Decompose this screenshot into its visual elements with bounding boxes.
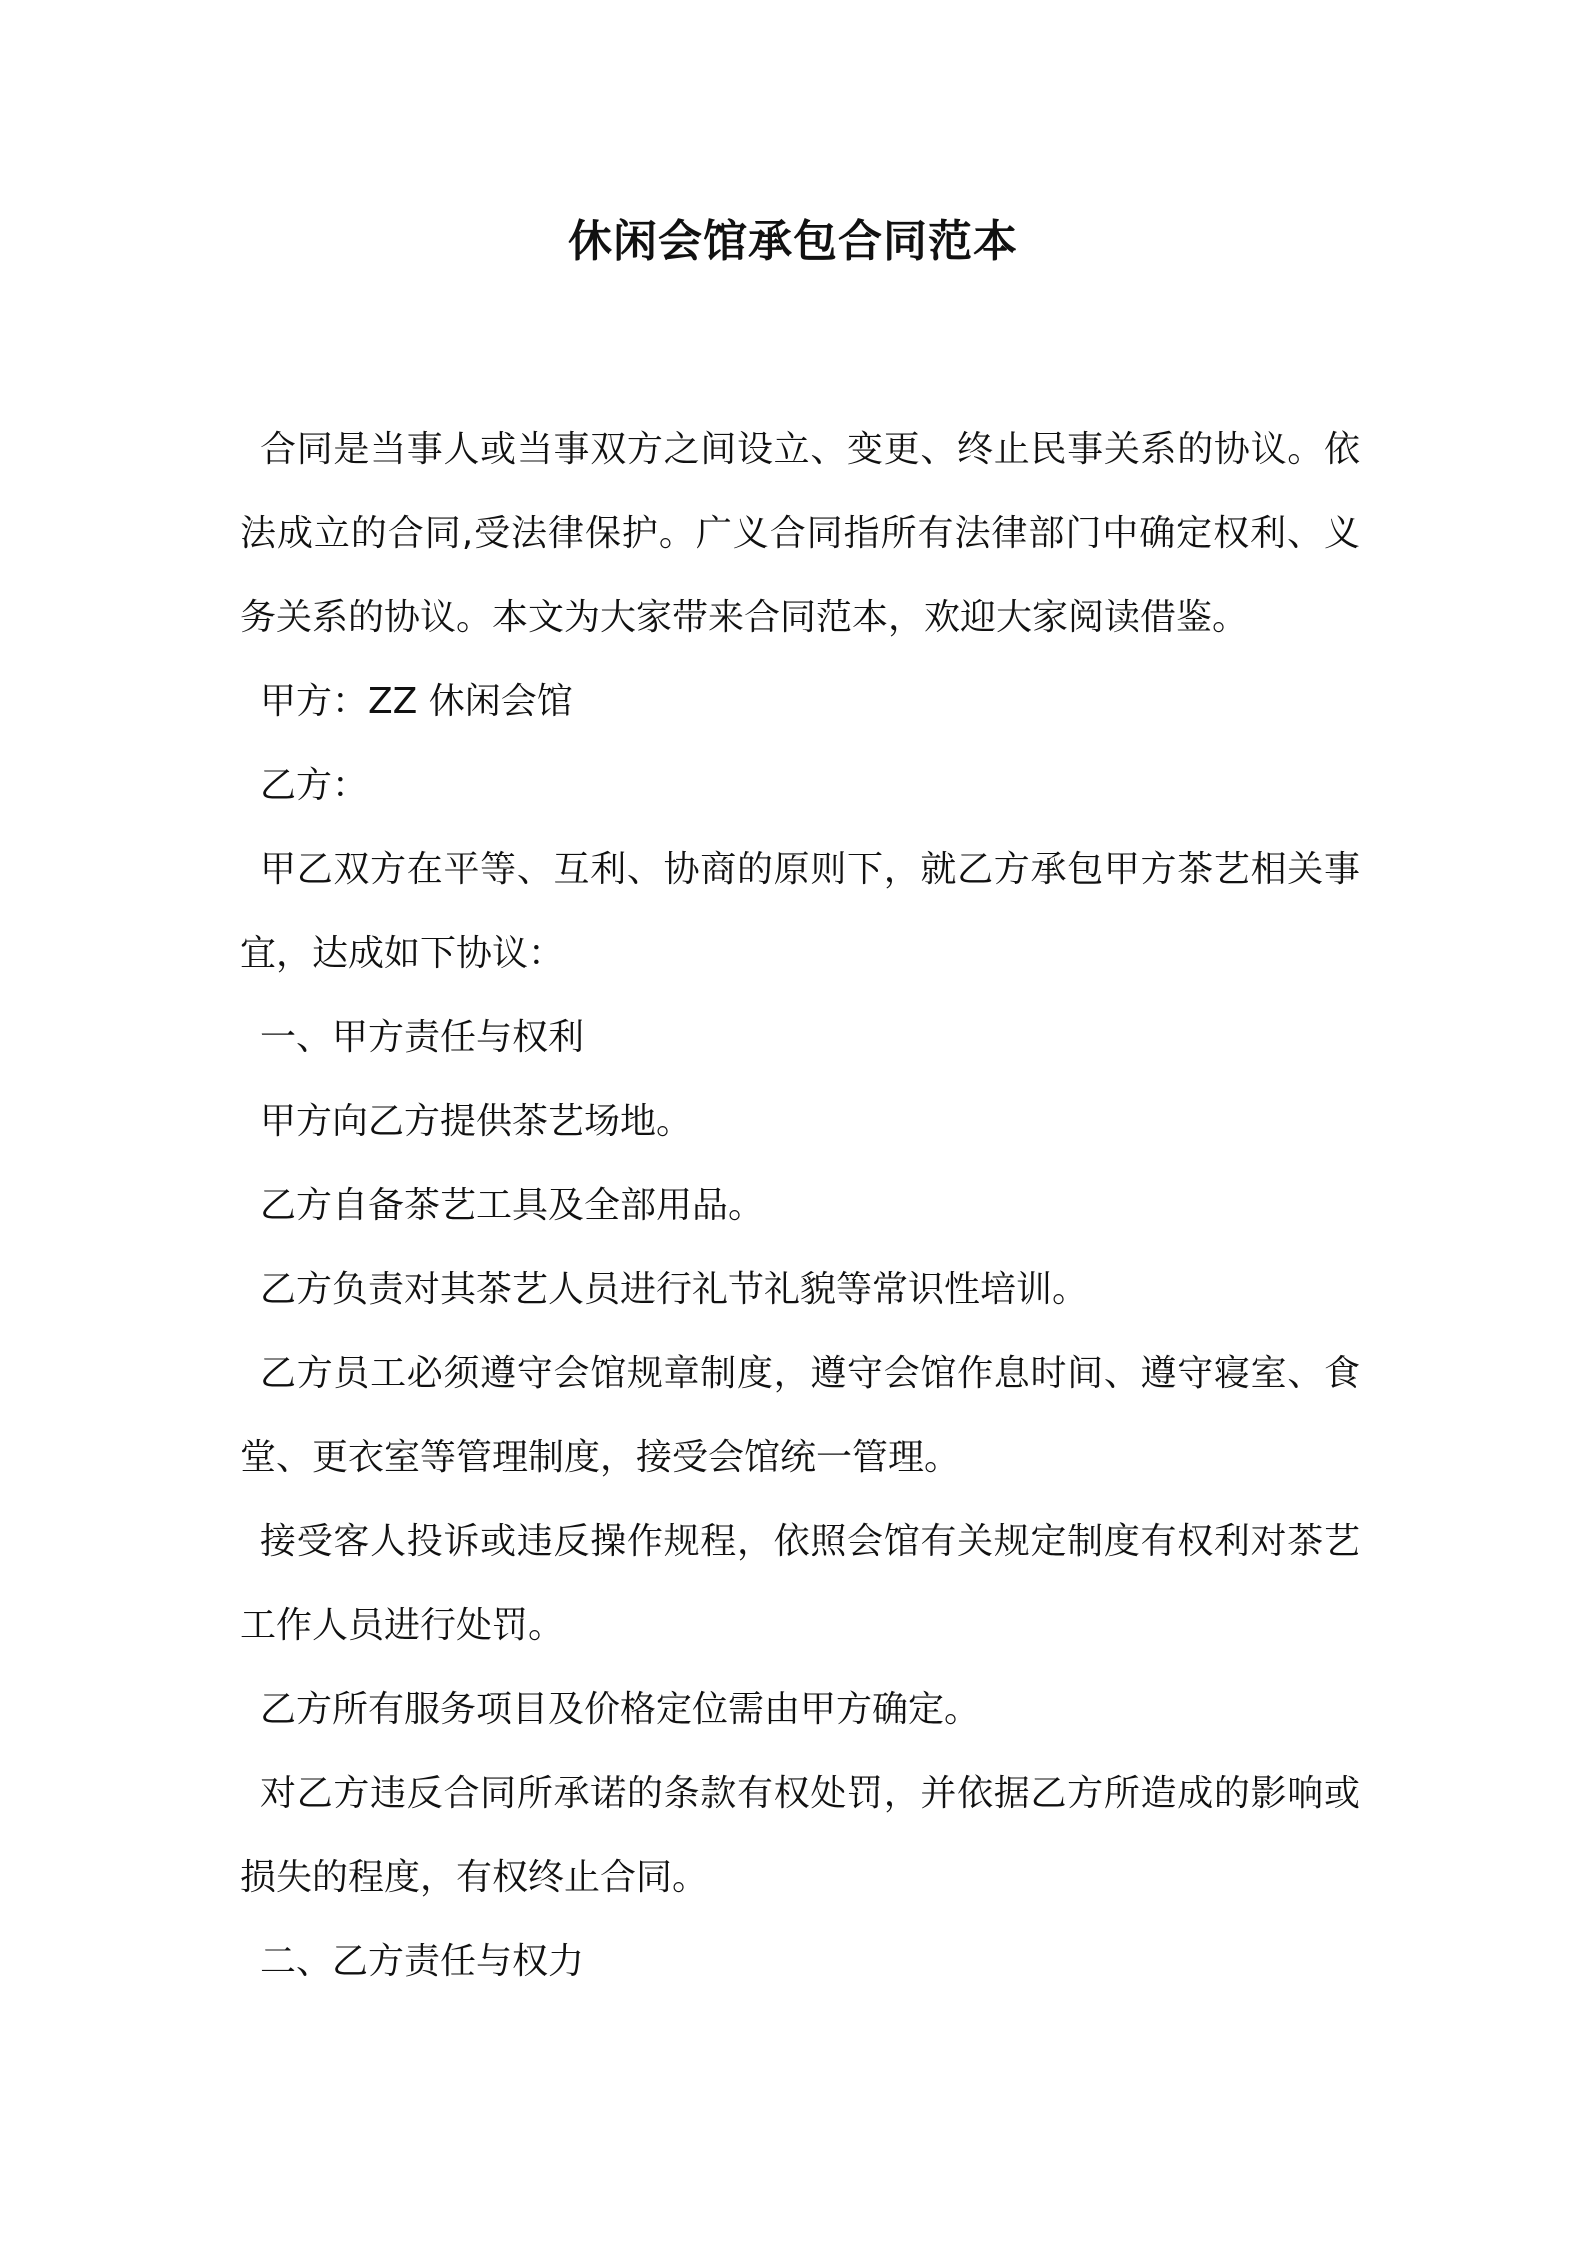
clause-paragraph: 甲方向乙方提供茶艺场地。 [260,1101,693,1142]
clause-paragraph: 乙方员工必须遵守会馆规章制度，遵守会馆作息时间、遵守寝室、食堂、更衣室等管理制度，接受会馆统一管理。 [240,1353,1360,1478]
section-heading-party-b: 二、乙方责任与权力 [260,1941,585,1982]
intro-paragraph: 合同是当事人或当事双方之间设立、变更、终止民事关系的协议。依法成立的合同,受法律保护。广义合同指所有法律部门中确定权利、义务关系的协议。本文为大家带来合同范本，欢迎大家阅读借鉴。 [240,429,1360,638]
agreement-preamble: 甲乙双方在平等、互利、协商的原则下，就乙方承包甲方茶艺相关事宜，达成如下协议： [240,849,1360,974]
party-b-line: 乙方： [260,765,369,806]
clause-paragraph: 乙方负责对其茶艺人员进行礼节礼貌等常识性培训。 [260,1269,1089,1310]
document-body [240,408,1360,2004]
clause-paragraph: 接受客人投诉或违反操作规程，依照会馆有关规定制度有权利对茶艺工作人员进行处罚。 [240,1521,1360,1646]
clause-paragraph: 乙方所有服务项目及价格定位需由甲方确定。 [260,1689,981,1730]
section-heading-party-a: 一、甲方责任与权利 [260,1017,585,1058]
document-title: 休闲会馆承包合同范本 [568,216,1018,267]
clause-paragraph: 对乙方违反合同所承诺的条款有权处罚，并依据乙方所造成的影响或损失的程度，有权终止合同。 [240,1773,1360,1898]
party-a-line: 甲方：ZZ 休闲会馆 [260,681,573,722]
clause-paragraph: 乙方自备茶艺工具及全部用品。 [260,1185,765,1226]
